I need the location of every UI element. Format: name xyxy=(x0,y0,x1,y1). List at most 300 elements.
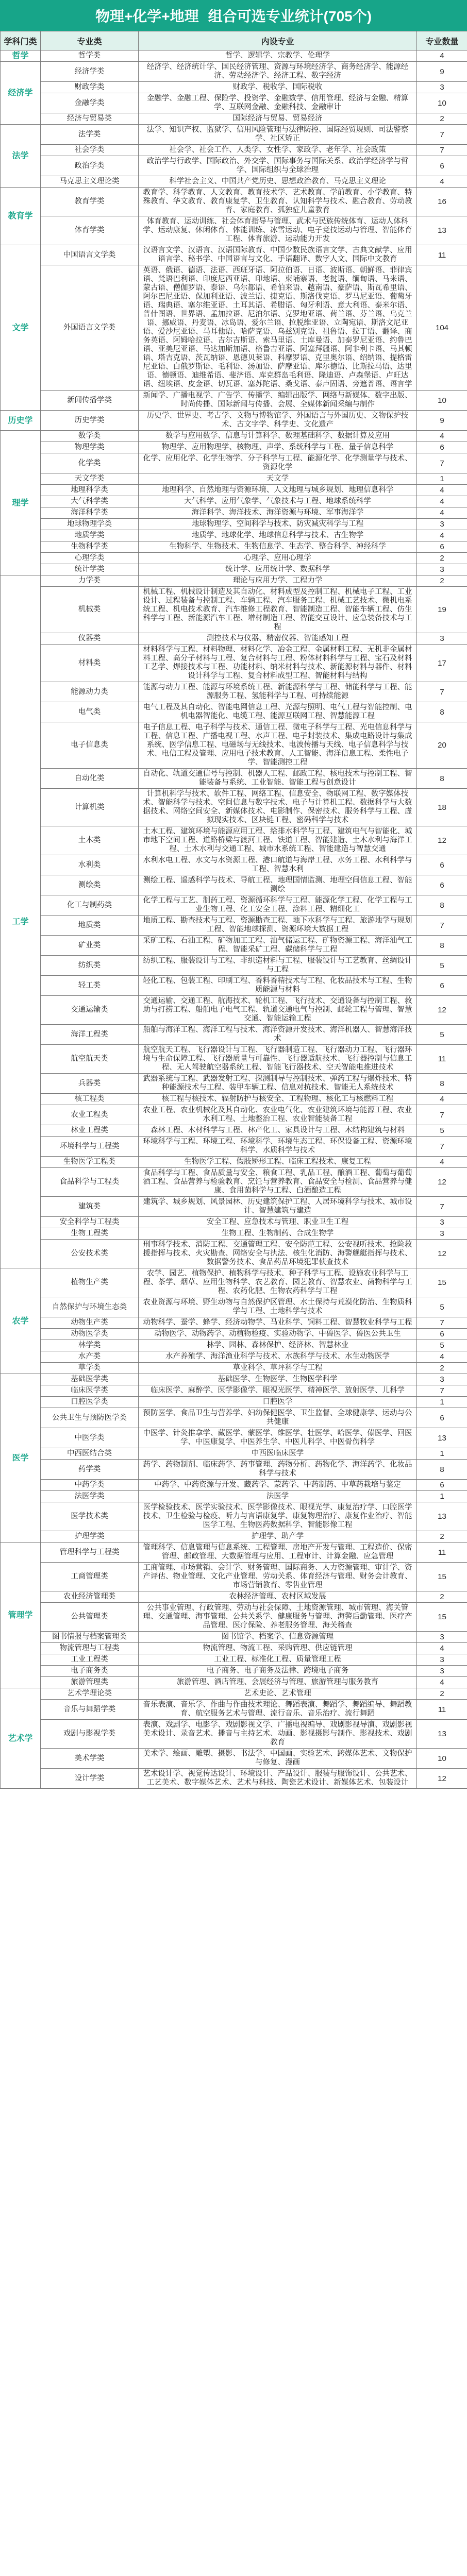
table-row xyxy=(1,1385,467,1397)
table-row xyxy=(1,1074,467,1094)
majors-cell: 建筑学、城乡规划、风景园林、历史建筑保护工程、人居环境科学与技术、城市设计、智慧建筑与建造 xyxy=(139,1197,417,1217)
table-row xyxy=(1,855,467,875)
count-cell: 5 xyxy=(417,1340,467,1351)
count-cell: 7 xyxy=(417,453,467,473)
table-row xyxy=(1,125,467,145)
majors-cell: 采矿工程、石油工程、矿物加工工程、油气储运工程、矿物资源工程、海洋油气工程、智能采矿工程、碳储科学与工程 xyxy=(139,936,417,956)
table-row xyxy=(1,1094,467,1105)
majors-cell: 环境科学与工程、环境工程、环境科学、环境生态工程、环保设备工程、资源环境科学、水质科学与技术 xyxy=(139,1137,417,1157)
majors-cell: 电子商务、电子商务及法律、跨境电子商务 xyxy=(139,1666,417,1677)
count-cell: 8 xyxy=(417,702,467,722)
table-row xyxy=(1,1591,467,1603)
class-cell: 轻工类 xyxy=(41,976,139,996)
count-cell: 2 xyxy=(417,1531,467,1543)
count-cell: 7 xyxy=(417,125,467,145)
category-cell: 历史学 xyxy=(1,411,41,431)
majors-cell: 科学社会主义、中国共产党历史、思想政治教育、马克思主义理论 xyxy=(139,176,417,188)
class-cell: 食品科学与工程类 xyxy=(41,1168,139,1197)
table-row xyxy=(1,1397,467,1408)
class-cell: 社会学类 xyxy=(41,145,139,156)
count-cell: 12 xyxy=(417,996,467,1025)
class-cell: 地理科学类 xyxy=(41,485,139,496)
class-cell: 水利类 xyxy=(41,855,139,875)
table-row xyxy=(1,1317,467,1329)
count-cell: 3 xyxy=(417,519,467,530)
majors-cell: 中医学、针灸推拿学、藏医学、蒙医学、维医学、壮医学、哈医学、傣医学、回医学、中医康复学、中医养生学、中医儿科学、中医骨伤科学 xyxy=(139,1428,417,1448)
count-cell: 11 xyxy=(417,1700,467,1720)
table-row xyxy=(1,587,467,633)
category-cell: 医学 xyxy=(1,1374,41,1543)
class-cell: 工业工程类 xyxy=(41,1654,139,1666)
majors-cell: 计算机科学与技术、软件工程、网络工程、信息安全、物联网工程、数字媒体技术、智能科学与技术、空间信息与数字技术、电子与计算机工程、数据科学与大数据技术、网络空间安全、新媒体技术、电影制作、保密技术、服务科学与工程、虚拟现实技术、区块链工程、密码科学与技术 xyxy=(139,789,417,826)
count-cell: 3 xyxy=(417,1228,467,1240)
class-cell: 海洋工程类 xyxy=(41,1025,139,1045)
table-body xyxy=(1,50,467,1789)
class-cell: 林业工程类 xyxy=(41,1125,139,1137)
majors-cell: 财政学、税收学、国际税收 xyxy=(139,82,417,93)
class-cell: 动物医学类 xyxy=(41,1329,139,1340)
class-cell: 动物生产类 xyxy=(41,1317,139,1329)
count-cell: 6 xyxy=(417,855,467,875)
class-cell: 能源动力类 xyxy=(41,682,139,702)
class-cell: 旅游管理类 xyxy=(41,1677,139,1688)
class-cell: 法医学类 xyxy=(41,1491,139,1502)
class-cell: 管理科学与工程类 xyxy=(41,1543,139,1563)
majors-cell: 音乐表演、音乐学、作曲与作曲技术理论、舞蹈表演、舞蹈学、舞蹈编导、舞蹈教育、航空服务艺术与管理、流行音乐、音乐治疗、流行舞蹈 xyxy=(139,1700,417,1720)
count-cell: 4 xyxy=(417,176,467,188)
class-cell: 金融学类 xyxy=(41,93,139,113)
table-row xyxy=(1,431,467,442)
majors-cell: 电气工程及其自动化、智能电网信息工程、光源与照明、电气工程与智能控制、电机电器智能化、电缆工程、能源互联网工程、智慧能源工程 xyxy=(139,702,417,722)
count-cell: 4 xyxy=(417,431,467,442)
category-cell: 工学 xyxy=(1,575,41,1268)
majors-cell: 机械工程、机械设计制造及其自动化、材料成型及控制工程、机械电子工程、工业设计、过程装备与控制工程、车辆工程、汽车服务工程、机械工艺技术、微机电系统工程、机电技术教育、汽车维修工程教育、智能制造工程、智能车辆工程、仿生科学与工程、新能源汽车工程、增材制造工程、智能交互设计、应急装备技术与工程 xyxy=(139,587,417,633)
count-cell: 15 xyxy=(417,1603,467,1632)
table-row xyxy=(1,769,467,789)
majors-cell: 能源与动力工程、能源与环境系统工程、新能源科学与工程、储能科学与工程、能源服务工程、氢能科学与工程、可持续能源 xyxy=(139,682,417,702)
majors-cell: 表演、戏剧学、电影学、戏剧影视文学、广播电视编导、戏剧影视导演、戏剧影视美术设计、录音艺术、播音与主持艺术、动画、影视摄影与制作、影视技术、戏剧教育 xyxy=(139,1720,417,1749)
majors-cell: 基础医学、生物医学、生物医学科学 xyxy=(139,1374,417,1385)
class-cell: 航空航天类 xyxy=(41,1045,139,1074)
table-row xyxy=(1,50,467,62)
class-cell: 地球物理学类 xyxy=(41,519,139,530)
count-cell: 2 xyxy=(417,113,467,125)
class-cell: 水产类 xyxy=(41,1351,139,1363)
table-row xyxy=(1,1217,467,1228)
table-row xyxy=(1,1491,467,1502)
class-cell: 植物生产类 xyxy=(41,1268,139,1297)
class-cell: 财政学类 xyxy=(41,82,139,93)
table-row xyxy=(1,1045,467,1074)
count-cell: 4 xyxy=(417,530,467,541)
table-row xyxy=(1,1025,467,1045)
majors-cell: 英语、俄语、德语、法语、西班牙语、阿拉伯语、日语、波斯语、朝鲜语、菲律宾语、梵语巴利语、印度尼西亚语、印地语、柬埔寨语、老挝语、缅甸语、马来语、蒙古语、僧伽罗语、泰语、乌尔都语、希伯来语、越南语、豪萨语、斯瓦希里语、阿尔巴尼亚语、保加利亚语、波兰语、捷克语、斯洛伐克语、罗马尼亚语、葡萄牙语、瑞典语、塞尔维亚语、土耳其语、希腊语、匈牙利语、意大利语、泰米尔语、普什图语、世界语、孟加拉语、尼泊尔语、克罗地亚语、荷兰语、芬兰语、乌克兰语、挪威语、丹麦语、冰岛语、爱尔兰语、拉脱维亚语、立陶宛语、斯洛文尼亚语、爱沙尼亚语、马耳他语、哈萨克语、乌兹别克语、祖鲁语、拉丁语、翻译、商务英语、阿姆哈拉语、吉尔吉斯语、索马里语、土库曼语、加泰罗尼亚语、约鲁巴语、亚美尼亚语、马达加斯加语、格鲁吉亚语、阿塞拜疆语、阿非利卡语、马其顿语、塔吉克语、茨瓦纳语、恩德贝莱语、科摩罗语、克里奥尔语、绍纳语、提格雷尼亚语、白俄罗斯语、毛利语、汤加语、萨摩亚语、库尔德语、比斯拉马语、达里语、德顿语、迪维希语、斐济语、库克群岛毛利语、隆迪语、卢森堡语、卢旺达语、纽埃语、皮金语、切瓦语、塞苏陀语、桑戈语、泰卢固语、旁遮普语、语言学 xyxy=(139,265,417,391)
majors-cell: 生物工程、生物制药、合成生物学 xyxy=(139,1228,417,1240)
count-cell: 11 xyxy=(417,1543,467,1563)
header-class: 专业类 xyxy=(41,31,139,50)
table-row xyxy=(1,575,467,587)
count-cell: 8 xyxy=(417,769,467,789)
count-cell: 15 xyxy=(417,1563,467,1591)
class-cell: 化学类 xyxy=(41,453,139,473)
majors-cell: 武器系统与工程、武器发射工程、探测制导与控制技术、弹药工程与爆炸技术、特种能源技术与工程、装甲车辆工程、信息对抗技术、智能无人系统技术 xyxy=(139,1074,417,1094)
class-cell: 地质类 xyxy=(41,916,139,936)
majors-cell: 地质工程、勘查技术与工程、资源勘查工程、地下水科学与工程、旅游地学与规划工程、智能地球探测、资源环境大数据工程 xyxy=(139,916,417,936)
table-row xyxy=(1,519,467,530)
table-row xyxy=(1,702,467,722)
majors-cell: 材料科学与工程、材料物理、材料化学、冶金工程、金属材料工程、无机非金属材料工程、高分子材料与工程、复合材料与工程、粉体材料科学与工程、宝石及材料工艺学、焊接技术与工程、功能材料、纳米材料与技术、新能源材料与器件、材料设计科学与工程、复合材料成型工程、智能材料与结构 xyxy=(139,645,417,682)
count-cell: 4 xyxy=(417,1157,467,1168)
class-cell: 地质学类 xyxy=(41,530,139,541)
majors-cell: 历史学、世界史、考古学、文物与博物馆学、外国语言与外国历史、文物保护技术、古文字学、科学史、文化遗产 xyxy=(139,411,417,431)
count-cell: 5 xyxy=(417,1125,467,1137)
count-cell: 13 xyxy=(417,1720,467,1749)
majors-cell: 中药学、中药资源与开发、藏药学、蒙药学、中药制药、中草药栽培与鉴定 xyxy=(139,1480,417,1491)
class-cell: 心理学类 xyxy=(41,553,139,564)
majors-cell: 经济学、经济统计学、国民经济管理、资源与环境经济学、商务经济学、能源经济、劳动经济学、经济工程、数字经济 xyxy=(139,62,417,82)
class-cell: 物理学类 xyxy=(41,442,139,453)
majors-cell: 金融学、金融工程、保险学、投资学、金融数学、信用管理、经济与金融、精算学、互联网金融、金融科技、金融审计 xyxy=(139,93,417,113)
class-cell: 美术学类 xyxy=(41,1749,139,1769)
count-cell: 13 xyxy=(417,1502,467,1531)
table-row xyxy=(1,1632,467,1643)
class-cell: 临床医学类 xyxy=(41,1385,139,1397)
table-row xyxy=(1,1666,467,1677)
table-row xyxy=(1,996,467,1025)
majors-cell: 教育学、科学教育、人文教育、教育技术学、艺术教育、学前教育、小学教育、特殊教育、华文教育、教育康复学、卫生教育、认知科学与技术、融合教育、劳动教育、家庭教育、孤独症儿童教育 xyxy=(139,188,417,216)
class-cell: 建筑类 xyxy=(41,1197,139,1217)
count-cell: 3 xyxy=(417,82,467,93)
count-cell: 4 xyxy=(417,1677,467,1688)
category-cell: 艺术学 xyxy=(1,1688,41,1789)
count-cell: 4 xyxy=(417,50,467,62)
table-row xyxy=(1,1769,467,1789)
class-cell: 核工程类 xyxy=(41,1094,139,1105)
class-cell: 口腔医学类 xyxy=(41,1397,139,1408)
table-row xyxy=(1,875,467,895)
class-cell: 大气科学类 xyxy=(41,496,139,507)
class-cell: 电子商务类 xyxy=(41,1666,139,1677)
table-row xyxy=(1,473,467,485)
majors-cell: 法学、知识产权、监狱学、信用风险管理与法律防控、国际经贸规则、司法警察学、社区矫正 xyxy=(139,125,417,145)
majors-cell: 自动化、轨道交通信号与控制、机器人工程、邮政工程、核电技术与控制工程、智能装备与系统、工业智能、智能工程与创意设计 xyxy=(139,769,417,789)
table-row xyxy=(1,826,467,855)
table-row xyxy=(1,1137,467,1157)
class-cell: 公共管理类 xyxy=(41,1603,139,1632)
table-row xyxy=(1,411,467,431)
majors-cell: 化学工程与工艺、制药工程、资源循环科学与工程、能源化学工程、化学工程与工业生物工程、化工安全工程、涂料工程、精细化工 xyxy=(139,895,417,916)
count-cell: 2 xyxy=(417,575,467,587)
count-cell: 3 xyxy=(417,1654,467,1666)
class-cell: 中药学类 xyxy=(41,1480,139,1491)
count-cell: 10 xyxy=(417,1749,467,1769)
class-cell: 物流管理与工程类 xyxy=(41,1643,139,1654)
table-row xyxy=(1,936,467,956)
table-row xyxy=(1,1543,467,1563)
majors-cell: 农业工程、农业机械化及其自动化、农业电气化、农业建筑环境与能源工程、农业水利工程、土地整治工程、农业智能装备工程 xyxy=(139,1105,417,1125)
majors-cell: 药学、药物制剂、临床药学、药事管理、药物分析、药物化学、海洋药学、化妆品科学与技术 xyxy=(139,1460,417,1480)
table-row xyxy=(1,1502,467,1531)
count-cell: 3 xyxy=(417,1217,467,1228)
category-cell: 经济学 xyxy=(1,62,41,125)
count-cell: 1 xyxy=(417,1491,467,1502)
category-cell: 农学 xyxy=(1,1268,41,1374)
class-cell: 政治学类 xyxy=(41,156,139,176)
count-cell: 18 xyxy=(417,789,467,826)
majors-cell: 物流管理、物流工程、采购管理、供应链管理 xyxy=(139,1643,417,1654)
table-row xyxy=(1,1460,467,1480)
count-cell: 10 xyxy=(417,391,467,411)
majors-cell: 心理学、应用心理学 xyxy=(139,553,417,564)
class-cell: 教育学类 xyxy=(41,188,139,216)
count-cell: 5 xyxy=(417,1297,467,1317)
class-cell: 戏剧与影视学类 xyxy=(41,1720,139,1749)
majors-cell: 医学检验技术、医学实验技术、医学影像技术、眼视光学、康复治疗学、口腔医学技术、卫生检验与检疫、听力与言语康复学、康复物理治疗、康复作业治疗、智能医学工程、生物医药数据科学、智能影像工程 xyxy=(139,1502,417,1531)
majors-cell: 水利水电工程、水文与水资源工程、港口航道与海岸工程、水务工程、水利科学与工程、智慧水利 xyxy=(139,855,417,875)
class-cell: 兵器类 xyxy=(41,1074,139,1094)
table-row xyxy=(1,1749,467,1769)
table-row xyxy=(1,496,467,507)
class-cell: 统计学类 xyxy=(41,564,139,575)
count-cell: 13 xyxy=(417,216,467,245)
majors-cell: 护理学、助产学 xyxy=(139,1531,417,1543)
count-cell: 6 xyxy=(417,1408,467,1428)
count-cell: 7 xyxy=(417,1137,467,1157)
table-row xyxy=(1,391,467,411)
count-cell: 5 xyxy=(417,1025,467,1045)
majors-cell: 动物科学、蚕学、蜂学、经济动物学、马业科学、饲料工程、智慧牧业科学与工程 xyxy=(139,1317,417,1329)
table-row xyxy=(1,1563,467,1591)
majors-cell: 体育教育、运动训练、社会体育指导与管理、武术与民族传统体育、运动人体科学、运动康复、休闲体育、体能训练、冰雪运动、电子竞技运动与管理、智能体育工程、体育旅游、运动能力开发 xyxy=(139,216,417,245)
count-cell: 8 xyxy=(417,895,467,916)
count-cell: 6 xyxy=(417,541,467,553)
count-cell: 7 xyxy=(417,1317,467,1329)
count-cell: 6 xyxy=(417,156,467,176)
class-cell: 化工与制药类 xyxy=(41,895,139,916)
majors-cell: 农学、园艺、植物保护、植物科学与技术、种子科学与工程、设施农业科学与工程、茶学、烟草、应用生物科学、农艺教育、园艺教育、智慧农业、菌物科学与工程、农药化肥、生物农药科学与工程 xyxy=(139,1268,417,1297)
class-cell: 历史学类 xyxy=(41,411,139,431)
majors-cell: 交通运输、交通工程、航海技术、轮机工程、飞行技术、交通设备与控制工程、救助与打捞工程、船舶电子电气工程、轨道交通电气与控制、邮轮工程与管理、智慧交通、智能运输工程 xyxy=(139,996,417,1025)
class-cell: 自动化类 xyxy=(41,769,139,789)
class-cell: 经济与贸易类 xyxy=(41,113,139,125)
count-cell: 2 xyxy=(417,553,467,564)
majors-cell: 草业科学、草坪科学与工程 xyxy=(139,1363,417,1374)
table-row xyxy=(1,1197,467,1217)
table-row xyxy=(1,1105,467,1125)
count-cell: 17 xyxy=(417,645,467,682)
table-row xyxy=(1,722,467,769)
table-row xyxy=(1,188,467,216)
table-row xyxy=(1,485,467,496)
table-row xyxy=(1,976,467,996)
majors-cell: 电子信息工程、电子科学与技术、通信工程、微电子科学与工程、光电信息科学与工程、信息工程、广播电视工程、水声工程、电子封装技术、集成电路设计与集成系统、医学信息工程、电磁场与无线技术、电波传播与天线、电子信息科学与技术、电信工程及管理、应用电子技术教育、人工智能、海洋信息工程、柔性电子学、智能测控工程 xyxy=(139,722,417,769)
majors-cell: 核工程与核技术、辐射防护与核安全、工程物理、核化工与核燃料工程 xyxy=(139,1094,417,1105)
count-cell: 7 xyxy=(417,916,467,936)
majors-cell: 土木工程、建筑环境与能源应用工程、给排水科学与工程、建筑电气与智能化、城市地下空间工程、道路桥梁与渡河工程、铁道工程、智能建造、土木水利与海洋工程、土木水利与交通工程、城市水系统工程、智能建造与智慧交通 xyxy=(139,826,417,855)
majors-table xyxy=(0,31,467,1789)
count-cell: 10 xyxy=(417,93,467,113)
count-cell: 7 xyxy=(417,1197,467,1217)
class-cell: 仪器类 xyxy=(41,633,139,645)
count-cell: 12 xyxy=(417,1240,467,1268)
count-cell: 7 xyxy=(417,682,467,702)
category-cell: 教育学 xyxy=(1,188,41,245)
class-cell: 环境科学与工程类 xyxy=(41,1137,139,1157)
table-row xyxy=(1,82,467,93)
table-row xyxy=(1,1700,467,1720)
header-majors: 内设专业 xyxy=(139,31,417,50)
table-row xyxy=(1,1603,467,1632)
count-cell: 3 xyxy=(417,633,467,645)
table-row xyxy=(1,1168,467,1197)
class-cell: 法学类 xyxy=(41,125,139,145)
table-row xyxy=(1,956,467,976)
category-cell: 理学 xyxy=(1,431,41,575)
table-row xyxy=(1,265,467,391)
majors-cell: 社会学、社会工作、人类学、女性学、家政学、老年学、社会政策 xyxy=(139,145,417,156)
class-cell: 力学类 xyxy=(41,575,139,587)
table-row xyxy=(1,1428,467,1448)
table-row xyxy=(1,156,467,176)
count-cell: 12 xyxy=(417,1168,467,1197)
count-cell: 12 xyxy=(417,826,467,855)
majors-cell: 旅游管理、酒店管理、会展经济与管理、旅游管理与服务教育 xyxy=(139,1677,417,1688)
count-cell: 2 xyxy=(417,1688,467,1700)
table-row xyxy=(1,682,467,702)
majors-cell: 汉语言文学、汉语言、汉语国际教育、中国少数民族语言文学、古典文献学、应用语言学、秘书学、中国语言与文化、手语翻译、数字人文、国际中文教育 xyxy=(139,245,417,265)
count-cell: 8 xyxy=(417,1074,467,1094)
table-row xyxy=(1,62,467,82)
count-cell: 1 xyxy=(417,1397,467,1408)
class-cell: 电子信息类 xyxy=(41,722,139,769)
class-cell: 图书情报与档案管理类 xyxy=(41,1632,139,1643)
table-row xyxy=(1,113,467,125)
count-cell: 11 xyxy=(417,1045,467,1074)
majors-cell: 艺术史论、艺术管理 xyxy=(139,1688,417,1700)
majors-cell: 林学、园林、森林保护、经济林、智慧林业 xyxy=(139,1340,417,1351)
majors-cell: 政治学与行政学、国际政治、外交学、国际事务与国际关系、政治学经济学与哲学、国际组织与全球治理 xyxy=(139,156,417,176)
class-cell: 矿业类 xyxy=(41,936,139,956)
class-cell: 马克思主义理论类 xyxy=(41,176,139,188)
header-category: 学科门类 xyxy=(1,31,41,50)
count-cell: 1 xyxy=(417,1448,467,1460)
majors-cell: 地质学、地球化学、地球信息科学与技术、古生物学 xyxy=(139,530,417,541)
count-cell: 3 xyxy=(417,1666,467,1677)
count-cell: 4 xyxy=(417,496,467,507)
majors-cell: 法医学 xyxy=(139,1491,417,1502)
majors-cell: 测控技术与仪器、精密仪器、智能感知工程 xyxy=(139,633,417,645)
table-row xyxy=(1,895,467,916)
count-cell: 12 xyxy=(417,1769,467,1789)
majors-cell: 农林经济管理、农村区域发展 xyxy=(139,1591,417,1603)
count-cell: 11 xyxy=(417,245,467,265)
majors-cell: 哲学、逻辑学、宗教学、伦理学 xyxy=(139,50,417,62)
category-cell: 法学 xyxy=(1,125,41,188)
table-header-row xyxy=(1,31,467,50)
table-row xyxy=(1,1408,467,1428)
class-cell: 中医学类 xyxy=(41,1428,139,1448)
table-row xyxy=(1,216,467,245)
class-cell: 外国语言文学类 xyxy=(41,265,139,391)
class-cell: 设计学类 xyxy=(41,1769,139,1789)
table-row xyxy=(1,789,467,826)
majors-cell: 农业资源与环境、野生动物与自然保护区管理、水土保持与荒漠化防治、生物质科学与工程、土地科学与技术 xyxy=(139,1297,417,1317)
class-cell: 天文学类 xyxy=(41,473,139,485)
table-row xyxy=(1,1228,467,1240)
title-bar xyxy=(0,0,467,31)
count-cell: 4 xyxy=(417,1351,467,1363)
table-row xyxy=(1,1340,467,1351)
class-cell: 农业工程类 xyxy=(41,1105,139,1125)
count-cell: 16 xyxy=(417,188,467,216)
class-cell: 生物医学工程类 xyxy=(41,1157,139,1168)
class-cell: 海洋科学类 xyxy=(41,507,139,519)
majors-cell: 预防医学、食品卫生与营养学、妇幼保健医学、卫生监督、全球健康学、运动与公共健康 xyxy=(139,1408,417,1428)
class-cell: 中西医结合类 xyxy=(41,1448,139,1460)
majors-cell: 海洋科学、海洋技术、海洋资源与环境、军事海洋学 xyxy=(139,507,417,519)
count-cell: 7 xyxy=(417,145,467,156)
majors-cell: 水产养殖学、海洋渔业科学与技术、水族科学与技术、水生动物医学 xyxy=(139,1351,417,1363)
table-row xyxy=(1,1157,467,1168)
class-cell: 机械类 xyxy=(41,587,139,633)
class-cell: 公共卫生与预防医学类 xyxy=(41,1408,139,1428)
count-cell: 4 xyxy=(417,507,467,519)
class-cell: 计算机类 xyxy=(41,789,139,826)
count-cell: 6 xyxy=(417,875,467,895)
majors-cell: 森林工程、木材科学与工程、林产化工、家具设计与工程、木结构建筑与材料 xyxy=(139,1125,417,1137)
class-cell: 纺织类 xyxy=(41,956,139,976)
table-row xyxy=(1,93,467,113)
count-cell: 8 xyxy=(417,936,467,956)
class-cell: 哲学类 xyxy=(41,50,139,62)
class-cell: 医学技术类 xyxy=(41,1502,139,1531)
majors-table-wrapper xyxy=(0,31,467,1789)
majors-cell: 刑事科学技术、消防工程、交通管理工程、安全防范工程、公安视听技术、抢险救援指挥与技术、火灾勘查、网络安全与执法、核生化消防、海警舰艇指挥与技术、数据警务技术、食品药品环境犯罪侦查技术 xyxy=(139,1240,417,1268)
table-row xyxy=(1,916,467,936)
class-cell: 音乐与舞蹈学类 xyxy=(41,1700,139,1720)
class-cell: 测绘类 xyxy=(41,875,139,895)
majors-cell: 地理科学、自然地理与资源环境、人文地理与城乡规划、地理信息科学 xyxy=(139,485,417,496)
count-cell: 6 xyxy=(417,1329,467,1340)
class-cell: 基础医学类 xyxy=(41,1374,139,1385)
page-title: 物理+化学+地理 xyxy=(95,8,199,24)
table-row xyxy=(1,541,467,553)
majors-cell: 统计学、应用统计学、数据科学 xyxy=(139,564,417,575)
table-row xyxy=(1,176,467,188)
majors-cell: 临床医学、麻醉学、医学影像学、眼视光医学、精神医学、放射医学、儿科学 xyxy=(139,1385,417,1397)
count-cell: 104 xyxy=(417,265,467,391)
majors-cell: 轻化工程、包装工程、印刷工程、香料香精技术与工程、化妆品技术与工程、生物质能源与材料 xyxy=(139,976,417,996)
count-cell: 4 xyxy=(417,485,467,496)
majors-cell: 生物医学工程、假肢矫形工程、临床工程技术、康复工程 xyxy=(139,1157,417,1168)
count-cell: 13 xyxy=(417,1428,467,1448)
class-cell: 农业经济管理类 xyxy=(41,1591,139,1603)
count-cell: 5 xyxy=(417,956,467,976)
category-cell: 管理学 xyxy=(1,1543,41,1688)
class-cell: 林学类 xyxy=(41,1340,139,1351)
majors-cell: 新闻学、广播电视学、广告学、传播学、编辑出版学、网络与新媒体、数字出版、时尚传播、国际新闻与传播、会展、全媒体新闻采编与制作 xyxy=(139,391,417,411)
class-cell: 中国语言文学类 xyxy=(41,245,139,265)
table-row xyxy=(1,1363,467,1374)
class-cell: 工商管理类 xyxy=(41,1563,139,1591)
count-cell: 6 xyxy=(417,1480,467,1491)
majors-cell: 图书馆学、档案学、信息资源管理 xyxy=(139,1632,417,1643)
header-count: 专业数量 xyxy=(417,31,467,50)
majors-cell: 纺织工程、服装设计与工程、非织造材料与工程、服装设计与工艺教育、丝绸设计与工程 xyxy=(139,956,417,976)
class-cell: 生物工程类 xyxy=(41,1228,139,1240)
class-cell: 新闻传播学类 xyxy=(41,391,139,411)
class-cell: 交通运输类 xyxy=(41,996,139,1025)
